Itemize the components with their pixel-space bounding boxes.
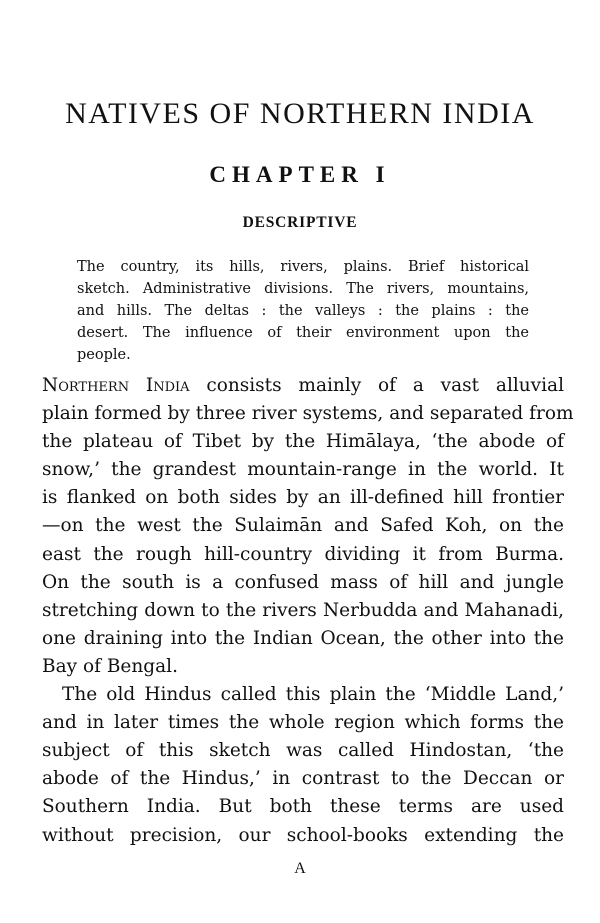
body-line: and in later times the whole region which forms the xyxy=(42,712,564,734)
opening-small-caps: Northern India xyxy=(42,375,190,396)
summary-line: and hills. The deltas : the valleys : the plains : the xyxy=(77,303,529,319)
body-line: On the south is a confused mass of hill and jungle xyxy=(42,571,564,593)
book-title: NATIVES OF NORTHERN INDIA xyxy=(65,97,535,130)
signature-mark: A xyxy=(294,860,306,877)
body-line: —on the west the Sulaimān and Safed Koh, on the xyxy=(42,515,564,537)
body-line: abode of the Hindus,’ in contrast to the Deccan or xyxy=(42,768,564,790)
section-heading: DESCRIPTIVE xyxy=(242,214,358,231)
body-line: The old Hindus called this plain the ‘Middle Land,’ xyxy=(62,684,564,706)
opening-rest: consists mainly of a vast alluvial xyxy=(189,375,565,396)
body-line: without precision, our school-books extending the xyxy=(42,824,564,846)
chapter-summary xyxy=(77,256,529,366)
summary-line: people. xyxy=(77,347,131,363)
summary-line: sketch. Administrative divisions. The rivers, mountains, xyxy=(77,281,529,297)
body-text xyxy=(42,372,574,850)
body-line: plain formed by three river systems, and separated from xyxy=(42,403,574,425)
body-line: one draining into the Indian Ocean, the other into the xyxy=(42,627,564,649)
body-line: Southern India. But both these terms are used xyxy=(42,796,564,818)
body-line: east the rough hill-country dividing it from Burma. xyxy=(42,543,564,565)
opening-line xyxy=(42,372,564,400)
chapter-heading: CHAPTER I xyxy=(209,162,391,187)
body-line: stretching down to the rivers Nerbudda and Mahanadi, xyxy=(42,599,564,621)
body-line: is flanked on both sides by an ill-defined hill frontier xyxy=(42,487,564,509)
body-line: snow,’ the grandest mountain-range in the world. It xyxy=(42,459,564,481)
body-line: Bay of Bengal. xyxy=(42,655,178,677)
summary-line: The country, its hills, rivers, plains. Brief historical xyxy=(77,259,529,275)
body-line: the plateau of Tibet by the Himālaya, ‘the abode of xyxy=(42,431,564,453)
body-line: subject of this sketch was called Hindostan, ‘the xyxy=(42,740,564,762)
summary-line: desert. The influence of their environment upon the xyxy=(77,325,529,341)
